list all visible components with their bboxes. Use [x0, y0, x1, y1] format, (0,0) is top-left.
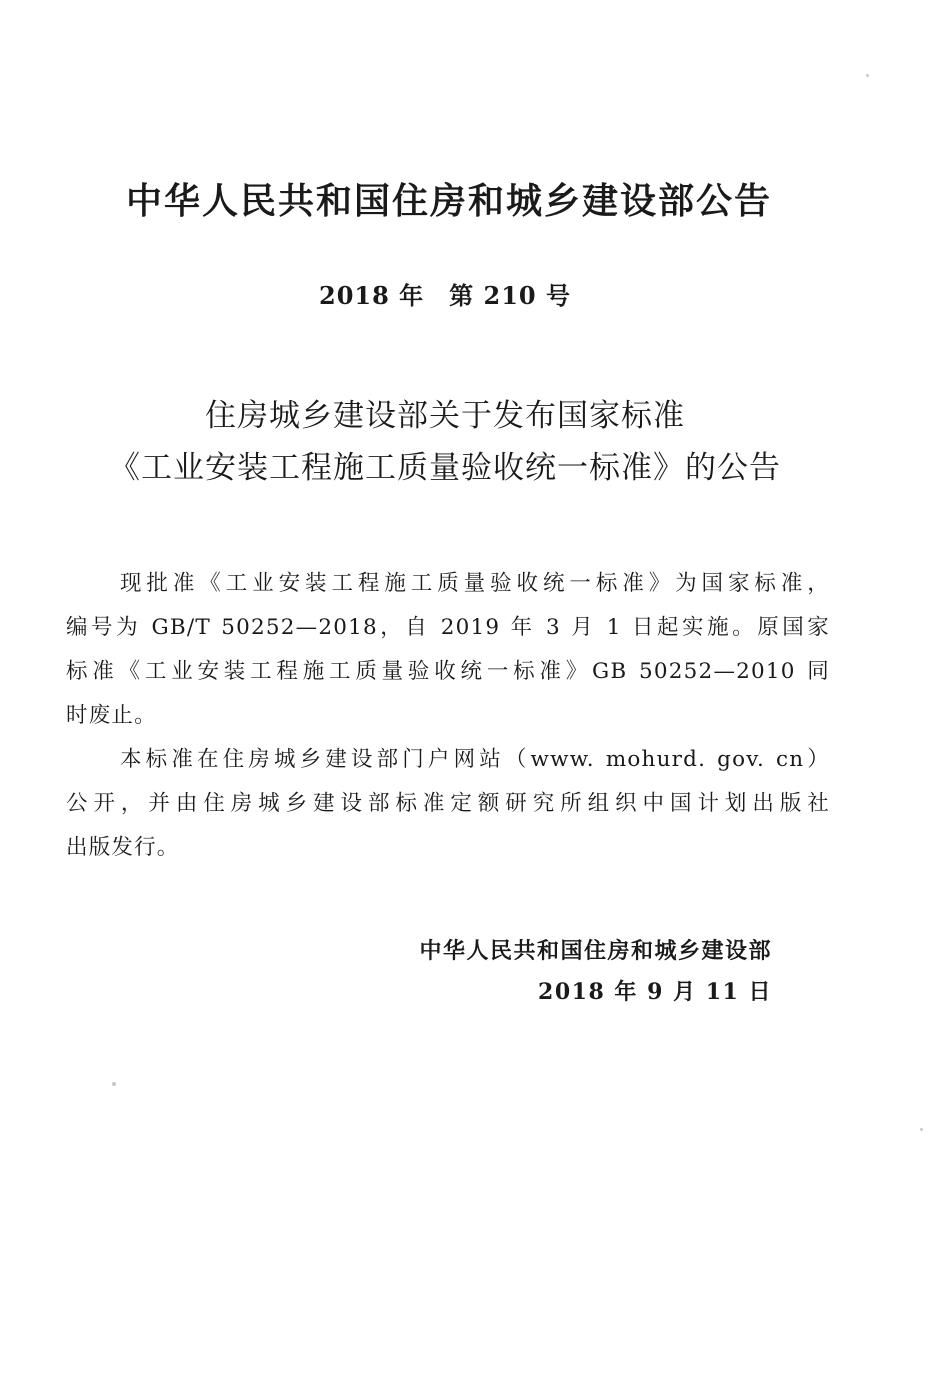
issue-date: 2018 年 9 月 11 日 [538, 979, 772, 1005]
scan-speck [112, 1082, 116, 1086]
paragraph-line: 现批准《工业安装工程施工质量验收统一标准》为国家标准， [120, 571, 830, 596]
notice-title-line-2: 《工业安装工程施工质量验收统一标准》的公告 [109, 450, 781, 486]
paragraph-line: 公开，并由住房城乡建设部标准定额研究所组织中国计划出版社 [66, 791, 830, 816]
notice-body [66, 562, 830, 870]
paragraph-publication [66, 738, 830, 870]
scan-speck [866, 74, 869, 77]
paragraph-approval [66, 562, 830, 738]
paragraph-line: 编号为 GB/T 50252—2018，自 2019 年 3 月 1 日起实施。原国家 [66, 615, 830, 640]
issuer-signature: 中华人民共和国住房和城乡建设部 [419, 939, 772, 964]
paragraph-line: 时废止。 [66, 703, 157, 728]
paragraph-line: 标准《工业安装工程施工质量验收统一标准》GB 50252—2010 同 [66, 659, 830, 684]
paragraph-line: 本标准在住房城乡建设部门户网站（www. mohurd. gov. cn） [120, 747, 830, 772]
notice-title-line-1: 住房城乡建设部关于发布国家标准 [205, 398, 685, 434]
scan-speck [920, 1128, 923, 1131]
notice-title [0, 390, 890, 494]
page-title: 中华人民共和国住房和城乡建设部公告 [125, 181, 772, 222]
paragraph-line: 出版发行。 [66, 835, 180, 860]
issue-number: 2018 年 第 210 号 [319, 281, 571, 310]
